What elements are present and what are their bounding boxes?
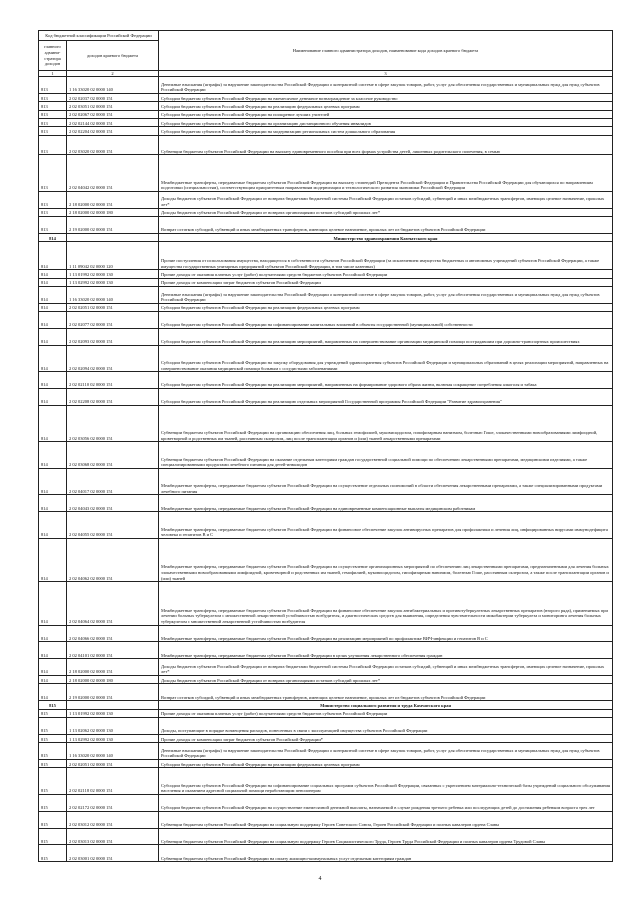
revenue-code-cell: 2 02 04017 02 0000 151 [67,468,159,495]
table-row [39,270,613,278]
admin-code-cell: 813 [39,110,67,118]
admin-code-cell: 814 [39,372,67,389]
revenue-code-cell: 2 02 03068 02 0000 151 [67,442,159,469]
revenue-code-cell: 1 16 33020 02 0000 140 [67,77,159,94]
description-cell: Межбюджетные трансферты, передаваемые бюджетам субъектов Российской Федерации на финансовое обеспечение закупок антибактериальных и противотуберкулезных лекарственных препаратов (второго ряда), применяемых при лечении больных туберкулезом с множественной лекарственной устойчивостью возбудителя, и диагностических средств для выявления, определения чувствительности микобактерии туберкулеза и мониторинга лечения больных туберкулезом с множественной лекарственной устойчивостью возбудителя [159,582,613,625]
revenue-code-cell: 2 02 04066 02 0000 151 [67,625,159,642]
table-row [39,512,613,539]
admin-code-cell: 814 [39,659,67,676]
table-row [39,127,613,135]
revenue-code-cell: 2 02 02144 02 0000 151 [67,118,159,126]
description-cell: Доходы бюджетов субъектов Российской Федерации от возврата бюджетами бюджетной системы Российской Федерации остатков субсидий, субвенций и иных межбюджетных трансфертов, имеющих целевое назначение, прошлых лет* [159,191,613,208]
description-cell: Субвенции бюджетам субъектов Российской Федерации на выплату единовременного пособия при всех формах устройства детей, лишенных родительского попечения, в семью [159,135,613,155]
admin-code-cell: 814 [39,642,67,659]
description-cell: Прочие доходы от компенсации затрат бюджетов субъектов Российской Федерации* [159,734,613,742]
admin-code-cell: 814 [39,538,67,581]
revenue-code-cell: 2 02 04043 02 0000 151 [67,495,159,512]
description-cell: Доходы бюджетов субъектов Российской Федерации от возврата организациями остатков субсидий прошлых лет* [159,208,613,216]
admin-code-cell: 814 [39,684,67,701]
description-cell: Доходы бюджетов субъектов Российской Федерации от возврата организациями остатков субсидий прошлых лет* [159,676,613,684]
revenue-code-cell: 2 18 02000 02 0000 180 [67,208,159,216]
table-row [39,625,613,642]
revenue-code-cell: 2 19 02000 02 0000 151 [67,684,159,701]
description-cell: Субсидии бюджетам субъектов Российской Федерации на осуществление ежемесячной денежной выплаты, назначаемой в случае рождения третьего ребенка или последующих детей до достижения ребенком возраста трех лет [159,794,613,811]
admin-code-cell: 814 [39,233,67,241]
description-cell: Субсидии бюджетам субъектов Российской Федерации на софинансирование капитальных вложений в объекты государственной (муниципальной) собственности [159,312,613,329]
admin-code-cell: 814 [39,442,67,469]
header-num-1: 1 [39,71,67,77]
admin-code-cell: 813 [39,216,67,233]
revenue-code-cell: 2 02 03020 02 0000 151 [67,135,159,155]
table-row [39,768,613,795]
revenue-code-cell: 2 02 03013 02 0000 151 [67,828,159,845]
admin-code-cell: 815 [39,794,67,811]
description-cell: Прочие доходы от оказания платных услуг (работ) получателями средств бюджетов субъектов Российской Федерации [159,270,613,278]
admin-code-cell: 814 [39,582,67,625]
admin-code-cell: 814 [39,303,67,311]
revenue-code-cell: 1 16 33020 02 0000 140 [67,743,159,760]
description-cell: Субсидии бюджетам субъектов Российской Федерации на реализацию мероприятий, направленных на совершенствование организации медицинской помощи пострадавшим при дорожно-транспортных происшествиях [159,328,613,345]
admin-code-cell: 813 [39,77,67,94]
description-cell: Денежные взыскания (штрафы) за нарушение законодательства Российской Федерации о контрактной системе в сфере закупок товаров, работ, услуг для обеспечения государственных и муниципальных нужд для нужд субъектов Российской Федерации [159,286,613,303]
table-row [39,372,613,389]
table-row [39,345,613,372]
admin-code-cell: 815 [39,768,67,795]
table-row [39,676,613,684]
revenue-code-cell: 2 02 02037 02 0000 151 [67,93,159,101]
table-row [39,328,613,345]
revenue-code-cell: 2 02 02067 02 0000 151 [67,110,159,118]
revenue-code-cell: 2 02 04042 02 0000 151 [67,155,159,191]
table-row [39,538,613,581]
revenue-code-cell: 2 02 03012 02 0000 151 [67,811,159,828]
description-cell: Субсидии бюджетам субъектов Российской Федерации на поощрение лучших учителей [159,110,613,118]
revenue-code-cell: 1 13 02992 02 0000 130 [67,734,159,742]
table-row [39,118,613,126]
section-row [39,233,613,241]
revenue-code-cell: 2 02 02077 02 0000 151 [67,312,159,329]
description-cell: Доходы бюджетов субъектов Российской Федерации от возврата бюджетами бюджетной системы Российской Федерации остатков субсидий, субвенций и иных межбюджетных трансфертов, имеющих целевое назначение, прошлых лет* [159,659,613,676]
admin-code-cell: 813 [39,127,67,135]
admin-code-cell: 814 [39,468,67,495]
table-row [39,759,613,767]
table-row [39,102,613,110]
revenue-code-cell: 2 18 02000 02 0000 180 [67,676,159,684]
revenue-code-cell: 2 02 02110 02 0000 151 [67,372,159,389]
admin-code-cell: 814 [39,495,67,512]
description-cell: Субвенции бюджетам субъектов Российской Федерации на организацию обеспечения лиц, больных гемофилией, муковисцидозом, гипофизарным нанизмом, болезнью Гоше, злокачественными новообразованиями лимфоидной, кроветворной и родственных им тканей, рассеянным склерозом, лиц после трансплантации органов и (или) тканей лекарственными препаратами [159,405,613,441]
description-cell: Межбюджетные трансферты, передаваемые бюджетам субъектов Российской Федерации в целях улучшения лекарственного обеспечения граждан [159,642,613,659]
admin-code-cell: 815 [39,759,67,767]
revenue-code-cell [67,233,159,241]
description-cell: Прочие доходы от оказания платных услуг (работ) получателями средств бюджетов субъектов Российской Федерации [159,709,613,717]
table-row [39,582,613,625]
admin-code-cell: 813 [39,118,67,126]
header-num-2: 2 [67,71,159,77]
table-row [39,93,613,101]
description-cell: Субсидии бюджетам субъектов Российской Федерации на реализацию федеральных целевых программ [159,759,613,767]
revenue-code-cell: 1 11 09042 02 0000 120 [67,242,159,270]
revenue-code-cell: 2 02 04055 02 0000 151 [67,512,159,539]
admin-code-cell: 814 [39,278,67,286]
admin-code-cell: 814 [39,625,67,642]
description-cell: Министерство здравоохранения Камчатского края [159,233,613,241]
description-cell: Межбюджетные трансферты, передаваемые бюджетам субъектов Российской Федерации на финансовое обеспечение закупок антивирусных препаратов для профилактики и лечения лиц, инфицированных вирусами иммунодефицита человека и гепатитов В и С [159,512,613,539]
header-group: Код бюджетной классификации Российской Федерации [39,31,159,41]
description-cell: Доходы, поступающие в порядке возмещения расходов, понесенных в связи с эксплуатацией имущества субъектов Российской Федерации [159,717,613,734]
table-row [39,642,613,659]
description-cell: Возврат остатков субсидий, субвенций и иных межбюджетных трансфертов, имеющих целевое назначение, прошлых лет из бюджетов субъектов Российской Федерации [159,216,613,233]
revenue-code-cell: 2 18 02000 02 0000 151 [67,659,159,676]
admin-code-cell: 813 [39,208,67,216]
table-row [39,303,613,311]
table-row [39,242,613,270]
description-cell: Межбюджетные трансферты, передаваемые бюджетам субъектов Российской Федерации на выплату стипендий Президента Российской Федерации и Правительства Российской Федерации для обучающихся по направлениям подготовки (специальностям), соответствующим приоритетным направлениям модернизации и технологического развития экономики Российской Федерации [159,155,613,191]
description-cell: Денежные взыскания (штрафы) за нарушение законодательства Российской Федерации о контрактной системе в сфере закупок товаров, работ, услуг для обеспечения государственных и муниципальных нужд для нужд субъектов Российской Федерации [159,743,613,760]
description-cell: Субвенции бюджетам субъектов Российской Федерации на социальную поддержку Героев Социалистического Труда, Героев Труда Российской Федерации и полных кавалеров ордена Трудовой Славы [159,828,613,845]
description-cell: Субсидии бюджетам субъектов Российской Федерации на реализацию федеральных целевых программ [159,303,613,311]
table-row [39,389,613,406]
table-row [39,110,613,118]
admin-code-cell: 815 [39,709,67,717]
description-cell: Межбюджетные трансферты, передаваемые бюджетам субъектов Российской Федерации на единовременные компенсационные выплаты медицинским работникам [159,495,613,512]
table-row [39,495,613,512]
revenue-codes-table [38,30,613,862]
revenue-code-cell: 2 02 04064 02 0000 151 [67,582,159,625]
table-row [39,442,613,469]
description-cell: Прочие доходы от компенсации затрат бюджетов субъектов Российской Федерации [159,278,613,286]
description-cell: Субвенции бюджетам субъектов Российской Федерации на социальную поддержку Героев Советского Союза, Героев Российской Федерации и полных кавалеров ордена Славы [159,811,613,828]
admin-code-cell: 814 [39,389,67,406]
table-row [39,684,613,701]
revenue-code-cell: 1 13 01992 02 0000 130 [67,709,159,717]
table-row [39,845,613,862]
admin-code-cell: 815 [39,811,67,828]
admin-code-cell: 814 [39,286,67,303]
admin-code-cell: 815 [39,743,67,760]
description-cell: Возврат остатков субсидий, субвенций и иных межбюджетных трансфертов, имеющих целевое назначение, прошлых лет из бюджетов субъектов Российской Федерации [159,684,613,701]
revenue-code-cell: 1 13 02062 02 0000 130 [67,717,159,734]
table-row [39,312,613,329]
description-cell: Субсидии бюджетам субъектов Российской Федерации на закупку оборудования для учреждений здравоохранения субъектов Российской Федерации и муниципальных образований в целях реализации мероприятий, направленных на совершенствование оказания медицинской помощи больным с сосудистыми заболеваниями [159,345,613,372]
section-row [39,701,613,709]
revenue-code-cell: 2 02 02051 02 0000 151 [67,759,159,767]
revenue-code-cell: 2 18 02000 02 0000 151 [67,191,159,208]
admin-code-cell: 814 [39,242,67,270]
table-row [39,828,613,845]
table-row [39,743,613,760]
table-row [39,709,613,717]
table-row [39,278,613,286]
admin-code-cell: 815 [39,701,67,709]
table-row [39,155,613,191]
revenue-code-cell: 2 02 02051 02 0000 151 [67,303,159,311]
revenue-code-cell: 2 02 02172 02 0000 151 [67,794,159,811]
description-cell: Субсидии бюджетам субъектов Российской Федерации на модернизацию региональных систем дошкольного образования [159,127,613,135]
header-num-3: 3 [159,71,613,77]
admin-code-cell: 814 [39,328,67,345]
description-cell: Субсидии бюджетам субъектов Российской Федерации на ежемесячное денежное вознаграждение за классное руководство [159,93,613,101]
revenue-code-cell: 2 02 04101 02 0000 151 [67,642,159,659]
description-cell: Субсидии бюджетам субъектов Российской Федерации на софинансирование социальных программ субъектов Российской Федерации, связанных с укреплением материально-технической базы учреждений социального обслуживания населения и оказанием адресной социальной помощи неработающим пенсионерам [159,768,613,795]
description-cell: Министерство социального развития и труда Камчатского края [159,701,613,709]
page-number: 4 [318,876,322,882]
admin-code-cell: 813 [39,155,67,191]
admin-code-cell: 814 [39,345,67,372]
description-cell: Межбюджетные трансферты, передаваемые бюджетам субъектов Российской Федерации на осуществление отдельных полномочий в области обеспечения лекарственными препаратами, а также специализированными продуктами лечебного питания [159,468,613,495]
revenue-code-cell: 2 02 02093 02 0000 151 [67,328,159,345]
admin-code-cell: 813 [39,135,67,155]
header-name-column: Наименование главного администратора доходов, наименование кода доходов краевого бюджета [159,31,613,71]
admin-code-cell: 813 [39,191,67,208]
revenue-code-cell: 1 13 01992 02 0000 130 [67,270,159,278]
revenue-code-cell: 2 02 04062 02 0000 151 [67,538,159,581]
revenue-code-cell: 1 16 33020 02 0000 140 [67,286,159,303]
table-row [39,659,613,676]
admin-code-cell: 813 [39,93,67,101]
revenue-code-cell: 2 19 02000 02 0000 151 [67,216,159,233]
description-cell: Денежные взыскания (штрафы) за нарушение законодательства Российской Федерации о контрактной системе в сфере закупок товаров, работ, услуг для обеспечения государственных и муниципальных нужд для нужд субъектов Российской Федерации [159,77,613,94]
table-row [39,286,613,303]
table-row [39,208,613,216]
description-cell: Прочие поступления от использования имущества, находящегося в собственности субъектов Российской Федерации (за исключением имущества бюджетных и автономных учреждений субъектов Российской Федерации, а также имущества государственных унитарных предприятий субъектов Российской Федерации, в том числе казенных) [159,242,613,270]
description-cell: Субсидии бюджетам субъектов Российской Федерации на реализацию федеральных целевых программ [159,102,613,110]
admin-code-cell: 815 [39,845,67,862]
admin-code-cell: 813 [39,102,67,110]
table-row [39,811,613,828]
revenue-code-cell: 2 02 03051 02 0000 151 [67,102,159,110]
description-cell: Субвенции бюджетам субъектов Российской Федерации на оплату жилищно-коммунальных услуг отдельным категориям граждан [159,845,613,862]
description-cell: Субсидии бюджетам субъектов Российской Федерации на реализацию мероприятий, направленных на формирование здорового образа жизни, включая сокращение потребления алкоголя и табака [159,372,613,389]
revenue-code-cell: 2 02 02204 02 0000 151 [67,127,159,135]
description-cell: Межбюджетные трансферты, передаваемые бюджетам субъектов Российской Федерации на осуществление организационных мероприятий по обеспечению лиц лекарственными препаратами, предназначенными для лечения больных злокачественными новообразованиями лимфоидной, кроветворной и родственных им тканей, гемофилией, муковисцидозом, гипофизарным нанизмом, болезнью Гоше, рассеянным склерозом, а также после трансплантации органов и (или) тканей [159,538,613,581]
admin-code-cell: 815 [39,717,67,734]
description-cell: Субвенции бюджетам субъектов Российской Федерации на оказание отдельным категориям граждан государственной социальной помощи по обеспечению лекарственными препаратами, медицинскими изделиями, а также специализированными продуктами лечебного питания для детей-инвалидов [159,442,613,469]
table-row [39,77,613,94]
description-cell: Субсидии бюджетам субъектов Российской Федерации на организацию дистанционного обучения инвалидов [159,118,613,126]
document-page [38,30,613,862]
revenue-code-cell [67,701,159,709]
table-row [39,135,613,155]
revenue-code-cell: 2 02 02094 02 0000 151 [67,345,159,372]
admin-code-cell: 814 [39,512,67,539]
revenue-code-cell: 1 13 02992 02 0000 130 [67,278,159,286]
revenue-code-cell: 2 02 02208 02 0000 151 [67,389,159,406]
admin-code-cell: 814 [39,270,67,278]
table-row [39,468,613,495]
table-row [39,794,613,811]
admin-code-cell: 814 [39,405,67,441]
revenue-code-cell: 2 02 03001 02 0000 151 [67,845,159,862]
header-admin-column: главного админи-стратора доходов [39,41,67,71]
description-cell: Субсидии бюджетам субъектов Российской Федерации на реализацию отдельных мероприятий Государственной программы Российской Федерации "Развитие здравоохранения" [159,389,613,406]
admin-code-cell: 814 [39,676,67,684]
table-row [39,191,613,208]
table-row [39,216,613,233]
table-row [39,717,613,734]
description-cell: Межбюджетные трансферты, передаваемые бюджетам субъектов Российской Федерации на реализацию мероприятий по профилактике ВИЧ-инфекции и гепатитов В и С [159,625,613,642]
revenue-code-cell: 2 02 02118 02 0000 151 [67,768,159,795]
admin-code-cell: 815 [39,734,67,742]
header-revenue-code-column: доходов краевого бюджета [67,41,159,71]
table-row [39,734,613,742]
revenue-code-cell: 2 02 03056 02 0000 151 [67,405,159,441]
table-row [39,405,613,441]
admin-code-cell: 815 [39,828,67,845]
admin-code-cell: 814 [39,312,67,329]
